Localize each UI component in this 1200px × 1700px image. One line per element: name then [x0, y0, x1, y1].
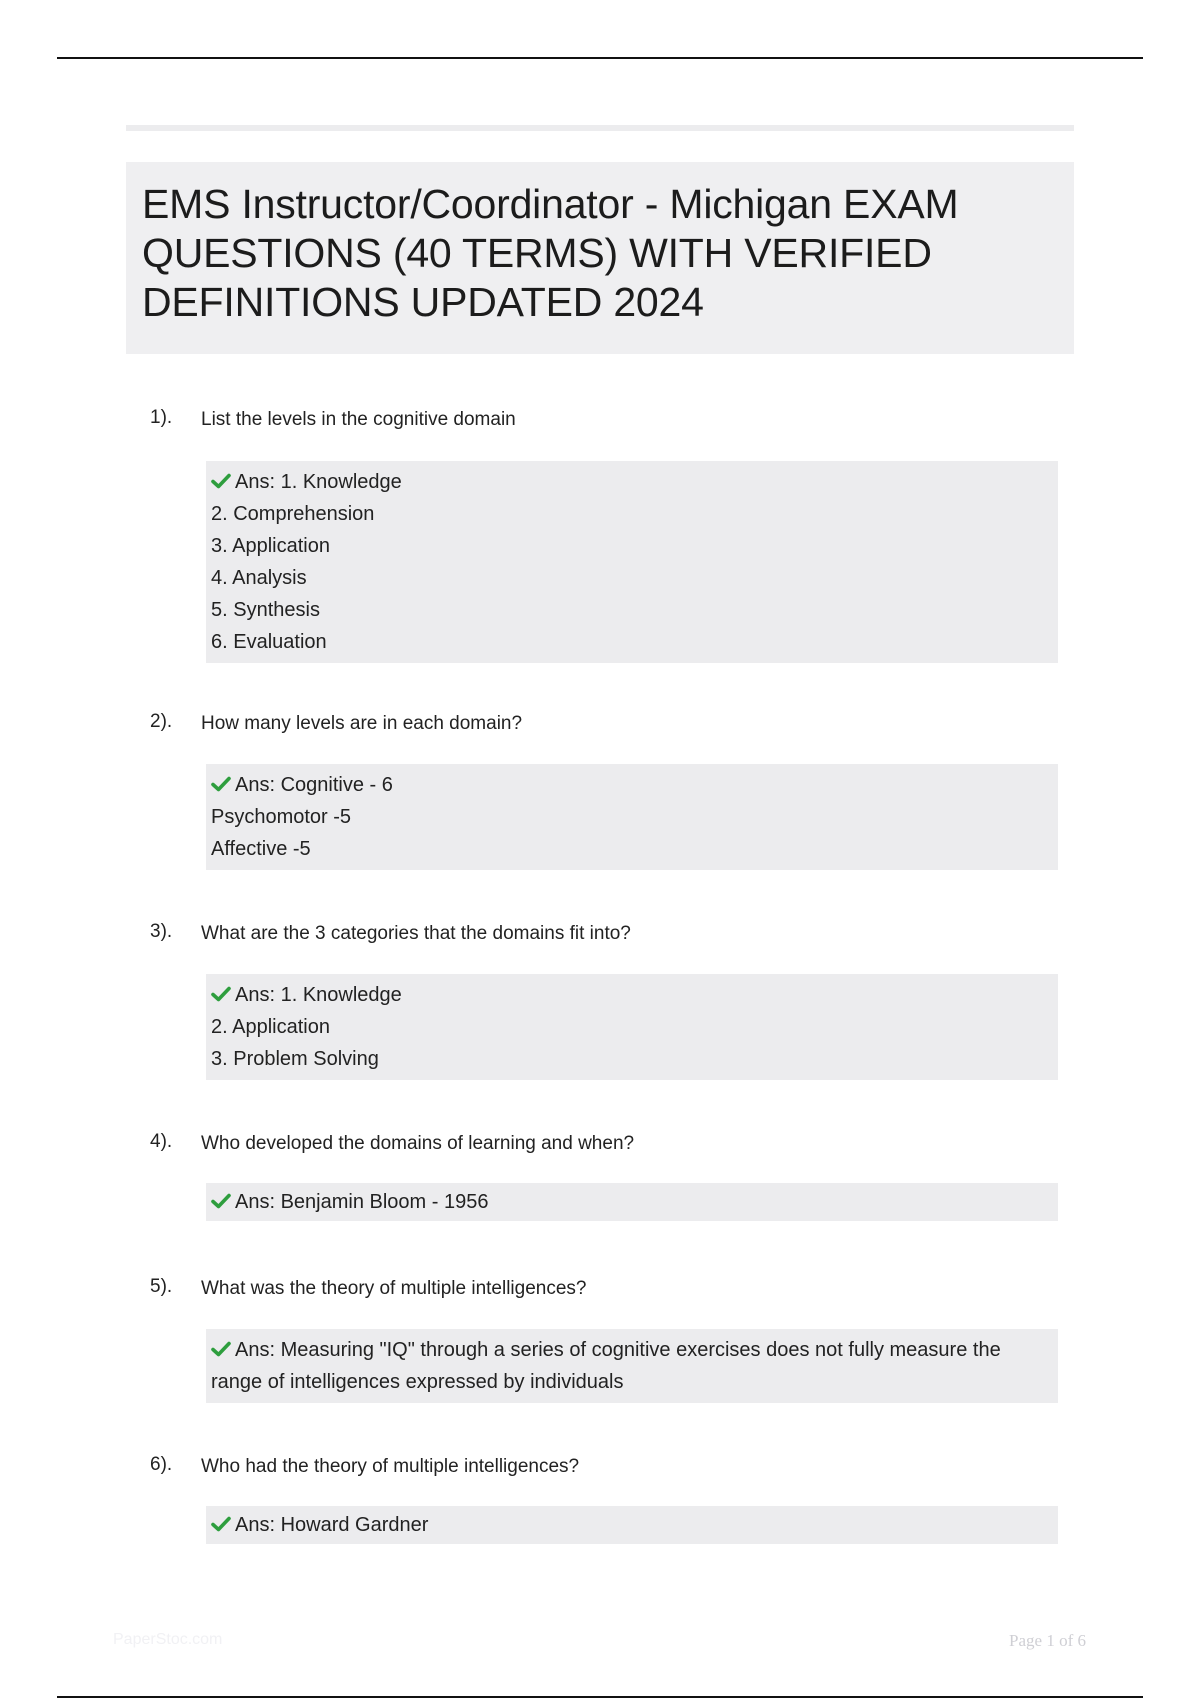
answer-box [206, 461, 1058, 663]
check-icon [211, 1341, 231, 1357]
check-icon [211, 986, 231, 1002]
bottom-rule [57, 1696, 1143, 1698]
answer-line: Affective -5 [211, 838, 311, 860]
question-text: List the levels in the cognitive domain [201, 409, 516, 430]
question-text: Who had the theory of multiple intelligences? [201, 1456, 580, 1477]
watermark-text: PaperStoc.com [113, 1631, 223, 1648]
title-box [126, 162, 1074, 354]
header-band [126, 125, 1074, 131]
check-icon [211, 473, 231, 489]
answer-box [206, 1329, 1058, 1403]
check-icon [211, 1193, 231, 1209]
answer-line: range of intelligences expressed by individuals [211, 1371, 624, 1393]
answer-box [206, 974, 1058, 1080]
answer-line: 2. Comprehension [211, 503, 375, 525]
answer-line: Ans: 1. Knowledge [211, 979, 1050, 1011]
answer-line: Ans: Benjamin Bloom - 1956 [211, 1186, 1050, 1218]
document-title: EMS Instructor/Coordinator - Michigan EXAM QUESTIONS (40 TERMS) WITH VERIFIED DEFINITIONS UPDATED 2024 [142, 181, 959, 325]
answer-line: 4. Analysis [211, 567, 307, 589]
top-rule [57, 57, 1143, 59]
answer-line: Ans: 1. Knowledge [211, 466, 1050, 498]
check-icon [211, 776, 231, 792]
question-text: How many levels are in each domain? [201, 713, 523, 734]
answer-line: Ans: Howard Gardner [211, 1509, 1050, 1541]
question-number: 2). [150, 711, 173, 732]
answer-line: Ans: Cognitive - 6 [211, 769, 1050, 801]
page-number: Page 1 of 6 [1009, 1631, 1086, 1650]
answer-box [206, 1183, 1058, 1221]
question-text: What are the 3 categories that the domains fit into? [201, 923, 631, 944]
question-number: 1). [150, 407, 173, 428]
answer-line: 2. Application [211, 1016, 330, 1038]
question-number: 3). [150, 921, 173, 942]
question-number: 5). [150, 1276, 173, 1297]
answer-line: 6. Evaluation [211, 631, 327, 653]
answer-line: 5. Synthesis [211, 599, 320, 621]
check-icon [211, 1516, 231, 1532]
question-text: Who developed the domains of learning and when? [201, 1133, 635, 1154]
answer-line: 3. Application [211, 535, 330, 557]
answer-box [206, 1506, 1058, 1544]
question-number: 6). [150, 1454, 173, 1475]
question-number: 4). [150, 1131, 173, 1152]
answer-line: Psychomotor -5 [211, 806, 352, 828]
question-text: What was the theory of multiple intelligences? [201, 1278, 587, 1299]
answer-box [206, 764, 1058, 870]
answer-line: Ans: Measuring "IQ" through a series of cognitive exercises does not fully measure the [211, 1334, 1050, 1366]
answer-line: 3. Problem Solving [211, 1048, 379, 1070]
